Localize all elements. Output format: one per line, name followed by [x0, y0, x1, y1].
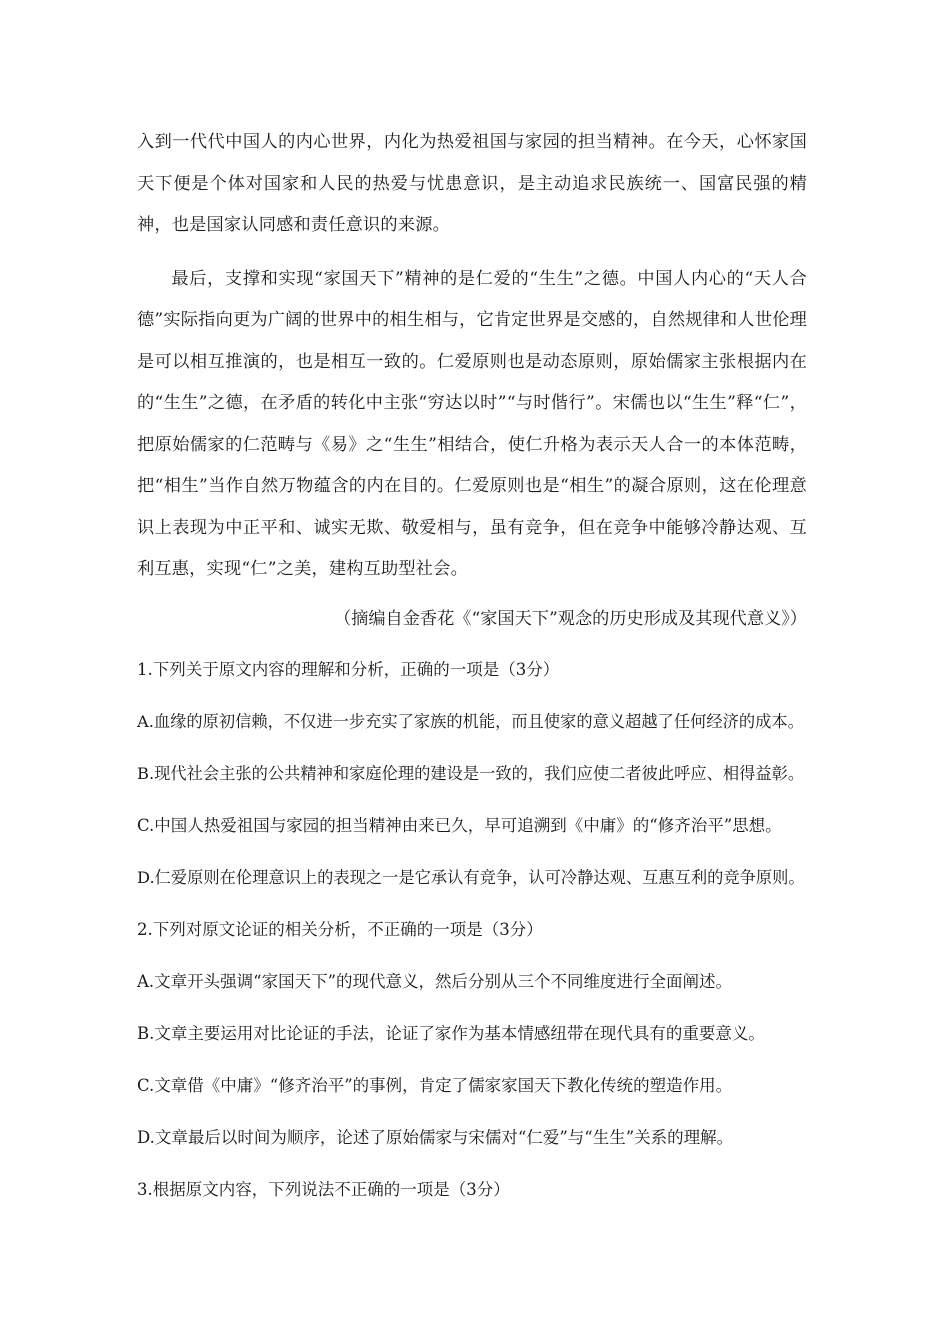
question-2-option-a: A.文章开头强调“家国天下”的现代意义，然后分别从三个不同维度进行全面阐述。 — [137, 971, 733, 991]
paragraph-gap — [137, 247, 807, 259]
document-page — [137, 122, 807, 1202]
question-2-stem: 2.下列对原文论证的相关分析，不正确的一项是（3分） — [137, 919, 543, 939]
question-1-option-a: A.血缘的原初信赖，不仅进一步充实了家族的机能，而且使家的意义超越了任何经济的成本。 — [137, 711, 804, 731]
question-1-option-b: B.现代社会主张的公共精神和家庭伦理的建设是一致的，我们应使二者彼此呼应、相得益彰。 — [137, 763, 805, 783]
passage-paragraph-1: 入到一代代中国人的内心世界，内化为热爱祖国与家园的担当精神。在今天，心怀家国天下便是个体对国家和人民的热爱与忧患意识，是主动追求民族统一、国富民强的精神，也是国家认同感和责任意识的来源。 — [137, 132, 807, 235]
question-1-stem: 1.下列关于原文内容的理解和分析，正确的一项是（3分） — [137, 659, 560, 679]
question-3-stem: 3.根据原文内容，下列说法不正确的一项是（3分） — [137, 1179, 510, 1199]
question-1-option-c: C.中国人热爱祖国与家园的担当精神由来已久，早可追溯到《中庸》的“修齐治平”思想。 — [137, 815, 782, 835]
question-2-option-b: B.文章主要运用对比论证的手法，论证了家作为基本情感纽带在现代具有的重要意义。 — [137, 1023, 765, 1043]
passage-paragraph-2: 最后，支撑和实现“家国天下”精神的是仁爱的“生生”之德。中国人内心的“天人合德”实际指向更为广阔的世界中的相生相与，它肯定世界是交感的，自然规律和人世伦理是可以相互推演的，也是相互一致的。仁爱原则也是动态原则，原始儒家主张根据内在的“生生”之德，在矛盾的转化中主张“穷达以时”“与时偕行”。宋儒也以“生生”释“仁”，把原始儒家的仁范畴与《易》之“生生”相结合，使仁升格为表示天人合一的本体范畴，把“相生”当作自然万物蕴含的内在目的。仁爱原则也是“相生”的凝合原则，这在伦理意识上表现为中正平和、诚实无欺、敬爱相与，虽有竞争，但在竞争中能够冷静达观、互利互惠，实现“仁”之美，建构互助型社会。 — [137, 268, 807, 579]
passage-source: （摘编自金香花《“家国天下”观念的历史形成及其现代意义》） — [333, 608, 807, 629]
question-1-option-d: D.仁爱原则在伦理意识上的表现之一是它承认有竞争，认可冷静达观、互惠互利的竞争原则。 — [137, 867, 805, 887]
question-2-option-c: C.文章借《中庸》“修齐治平”的事例，肯定了儒家家国天下教化传统的塑造作用。 — [137, 1075, 733, 1095]
question-2-option-d: D.文章最后以时间为顺序，论述了原始儒家与宋儒对“仁爱”与“生生”关系的理解。 — [137, 1127, 734, 1147]
